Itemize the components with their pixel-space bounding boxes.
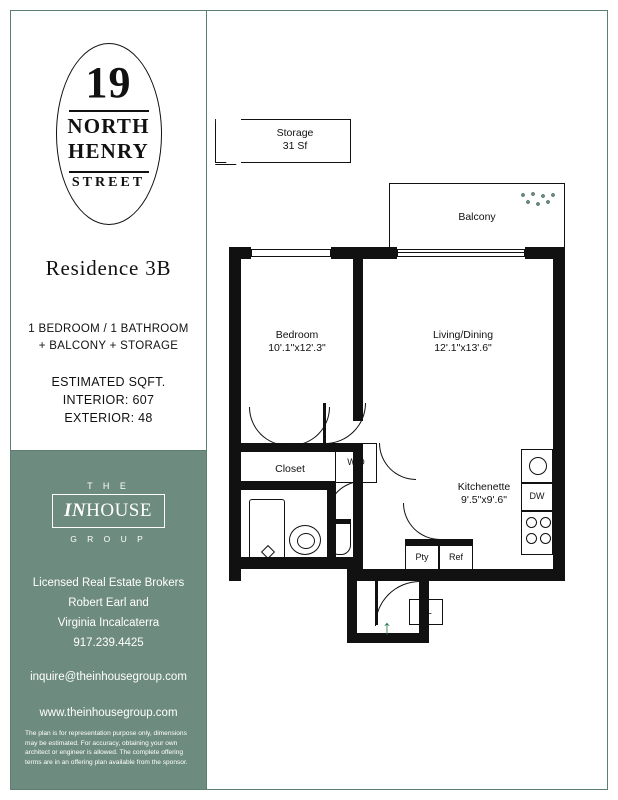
contact-email[interactable]: inquire@theinhousegroup.com (30, 671, 187, 683)
spec-exterior-sqft: EXTERIOR: 48 (64, 411, 153, 425)
closet-door-swing-left (249, 407, 288, 446)
wall-bedroom-living (353, 247, 363, 421)
brand-wordmark (52, 494, 165, 528)
wall-closet-bottom (241, 481, 335, 490)
contact-block (11, 573, 206, 723)
logo-divider-top (69, 110, 149, 112)
building-logo (56, 43, 162, 225)
kitchen-door-swing (403, 503, 440, 540)
broker-panel (11, 451, 206, 789)
unit-specs (11, 321, 206, 355)
sidebar-top-panel (11, 11, 206, 451)
balcony-railing-detail (519, 191, 559, 209)
contact-line-2: Robert Earl and (68, 597, 149, 609)
oven-burner-2 (540, 517, 551, 528)
bathroom-sink-inner (297, 533, 315, 549)
brand-house: HOUSE (86, 500, 152, 521)
contact-line-3: Virginia Incalcaterra (57, 617, 160, 629)
contact-website[interactable]: www.theinhousegroup.com (39, 707, 178, 719)
wall-top-living-left (363, 247, 397, 259)
logo-line-henry: HENRY (67, 139, 150, 163)
coat-closet-label: CL (420, 606, 432, 616)
refrigerator-label: Ref (448, 552, 463, 562)
oven-burner-1 (526, 517, 537, 528)
wall-entry-left (347, 569, 357, 643)
brand-the: T H E (87, 481, 130, 491)
cooktop-burner-1 (529, 457, 547, 475)
storage-label: Storage 31 Sf (276, 127, 314, 152)
entry-arrow-icon: ↑ (382, 617, 392, 639)
toilet-tank (329, 519, 351, 524)
bedroom-window (251, 249, 331, 257)
spec-sqft-heading: ESTIMATED SQFT. (51, 375, 166, 389)
inhouse-group-logo (34, 481, 184, 559)
unit-square-footage (11, 373, 206, 427)
spec-bedroom-bath: 1 BEDROOM / 1 BATHROOM (28, 323, 189, 335)
logo-number: 19 (85, 58, 132, 107)
logo-line-street: STREET (71, 175, 146, 190)
wall-right-outer (553, 247, 565, 581)
logo-divider-bottom (69, 171, 149, 173)
contact-phone[interactable]: 917.239.4425 (73, 637, 144, 649)
spec-outdoor: + BALCONY + STORAGE (38, 340, 179, 352)
bedroom-label: Bedroom 10'.1"x12'.3" (268, 329, 326, 354)
sidebar (11, 11, 207, 789)
bedroom-door-swing (325, 403, 366, 444)
living-dining-label: Living/Dining 12'.1"x13'.6" (432, 329, 494, 354)
oven-burner-3 (526, 533, 537, 544)
logo-line-north: NORTH (67, 114, 150, 138)
wall-left-outer (229, 247, 241, 581)
washer-dryer-label: W/D (347, 457, 365, 467)
closet-label: Closet (275, 463, 305, 475)
legal-disclaimer: The plan is for representation purpose only, dimensions may be estimated. For accuracy, obtaining your own architect or engineer is allowed. The complete offering terms are in an offering plan available from the sponsor. (25, 730, 188, 766)
dishwasher-label: DW (529, 491, 545, 501)
pantry-label: Pty (415, 552, 429, 562)
oven-burner-4 (540, 533, 551, 544)
kitchenette-label: Kitchenette 9'.5"x9'.6" (457, 481, 511, 506)
floor-plan-drawing (207, 11, 607, 789)
hall-door-swing (379, 443, 416, 480)
balcony-label: Balcony (458, 211, 496, 223)
page-title: Residence 3B (45, 256, 172, 280)
brand-group: G R O U P (70, 534, 147, 544)
living-window (397, 249, 525, 257)
toilet (329, 523, 351, 555)
bedroom-door-leaf (323, 403, 326, 443)
brand-in: IN (64, 500, 87, 521)
contact-line-1: Licensed Real Estate Brokers (32, 577, 185, 589)
spec-interior-sqft: INTERIOR: 607 (62, 393, 155, 407)
